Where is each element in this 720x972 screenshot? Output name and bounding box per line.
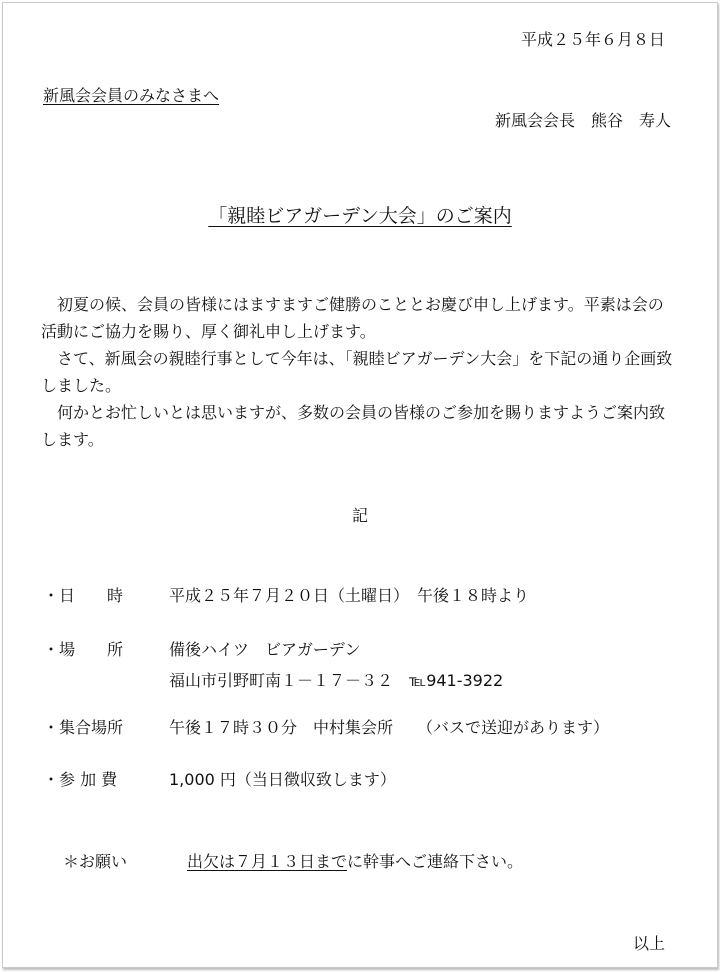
ki-heading: 記	[351, 506, 368, 525]
title-text: 「親睦ビアガーデン大会」のご案内	[208, 205, 512, 227]
letter-page	[2, 2, 718, 968]
notice-label: ＊お願い	[63, 852, 128, 871]
body-paragraph-2: さて、新風会の親睦行事として今年は、「親睦ビアガーデン大会」を下記の通り企画致しました。	[41, 349, 673, 395]
detail-value: 平成２５年７月２０日（土曜日） 午後１８時より	[169, 586, 530, 605]
body-paragraph-3: 何かとお忙しいとは思いますが、多数の会員の皆様のご参加を賜りますようご案内致します。	[41, 403, 666, 449]
detail-value: 午後１７時３０分 中村集会所 （バスで送迎があります）	[169, 718, 610, 737]
detail-label: ・参 加 費	[43, 770, 118, 789]
letter-title	[3, 201, 717, 228]
notice-rest: に幹事へご連絡下さい。	[347, 852, 524, 871]
addressee: 新風会会員のみなさまへ	[43, 86, 220, 105]
letter-body	[41, 291, 677, 453]
letter-date: 平成２５年６月８日	[520, 30, 665, 49]
body-paragraph-1: 初夏の候、会員の皆様にはますますご健勝のこととお慶び申し上げます。平素は会の活動にご協力を賜り、厚く御礼申し上げます。	[41, 295, 664, 341]
detail-meeting	[43, 715, 609, 738]
notice-deadline: 出欠は７月１３日まで	[187, 852, 348, 871]
detail-place	[43, 637, 503, 691]
detail-label: ・日 時	[43, 586, 124, 605]
detail-fee	[43, 767, 396, 790]
detail-label: ・場 所	[43, 640, 124, 659]
detail-datetime	[43, 583, 529, 606]
closing: 以上	[632, 934, 665, 953]
detail-value: 1,000 円（当日徴収致します）	[169, 770, 396, 789]
detail-label: ・集合場所	[43, 718, 124, 737]
detail-value: 備後ハイツ ビアガーデン	[169, 640, 361, 659]
detail-address: 福山市引野町南１－１７－３２ ℡941-3922	[169, 671, 504, 690]
request-notice	[63, 849, 523, 872]
sender: 新風会会長 熊谷 寿人	[494, 111, 671, 130]
